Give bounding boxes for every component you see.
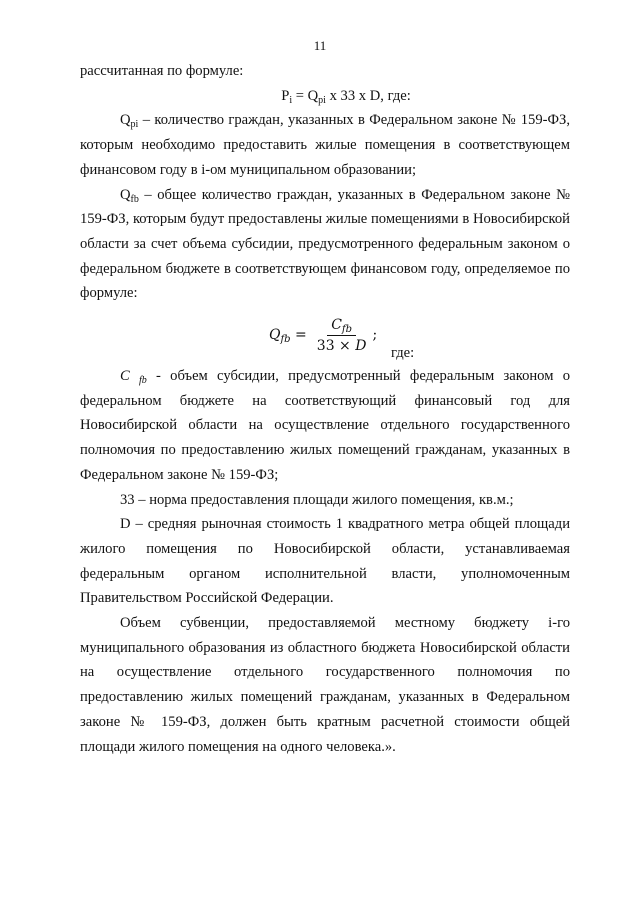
definition-d: D – средняя рыночная стоимость 1 квадратного метра общей площади жилого помещения по Новосибирской области, устанавливаемая федеральным органом исполнительной власти, уполномоченным Правительством Российской Федерации. <box>80 516 570 607</box>
formula-pi-equals-q: = Q <box>292 87 319 104</box>
definition-33: 33 – норма предоставления площади жилого помещения, кв.м.; <box>120 491 514 508</box>
formula-qfb-lhs-symbol: Q <box>269 327 281 344</box>
page-number: 11 <box>313 38 327 53</box>
numerator-symbol: C <box>331 317 342 334</box>
intro-line: рассчитанная по формуле: <box>80 63 244 79</box>
formula-qfb-equals: = <box>290 327 307 344</box>
formula-pi-subscript: i <box>289 94 293 106</box>
formula-qfb-lhs-subscript: fb <box>280 334 291 346</box>
qfb-symbol: Q <box>120 186 131 203</box>
qpi-text: – количество граждан, указанных в Федеральном законе № 159-ФЗ, которым необходимо предоставить жилые помещения в соответствующем финансовом году в i-ом муниципальном образовании; <box>80 112 570 178</box>
fraction-denominator <box>313 336 371 355</box>
formula-qfb <box>80 306 570 364</box>
formula-qfb-where: где: <box>391 345 415 362</box>
qpi-subscript: pi <box>130 119 139 131</box>
qfb-subscript: fb <box>130 193 139 205</box>
definition-cfb <box>80 364 570 488</box>
denominator-variable: D <box>355 338 367 355</box>
numerator-subscript: fb <box>341 324 353 336</box>
formula-pi-symbol: P <box>281 87 290 104</box>
formula-qpi-subscript: pi <box>318 94 326 106</box>
cfb-subscript: fb <box>139 375 147 387</box>
cfb-text: - объем субсидии, предусмотренный федеральным законом о федеральном бюджете на соответствующий финансовый год для Новосибирской области на осуществление отдельного государственного полномочия по предоставлению жилых помещений гражданам, указанных в Федеральном законе № 159-ФЗ; <box>80 368 570 483</box>
definition-qpi <box>80 108 570 182</box>
formula-pi <box>80 84 570 109</box>
qpi-symbol: Q <box>120 112 131 129</box>
qfb-text: – общее количество граждан, указанных в Федеральном законе № 159-ФЗ, которым будут предоставлены жилые помещениями в Новосибирской области за счет объема субсидии, предусмотренного федеральным законом о федеральном бюджете в соответствующем финансовом году, определяемое по формуле: <box>80 186 570 302</box>
formula-qfb-fraction <box>313 316 371 355</box>
denominator-prefix: 33 × <box>316 338 356 355</box>
fraction-numerator <box>327 316 356 336</box>
formula-pi-rest: x 33 x D, где: <box>325 87 411 104</box>
formula-qfb-lhs <box>269 323 307 348</box>
final-paragraph: Объем субвенции, предоставляемой местному бюджету i-го муниципального образования из областного бюджета Новосибирской области на осуществление отдельного государственного полномочия по предоставлению жилых помещений гражданам, указанных в Федеральном законе № 159-ФЗ, должен быть кратным расчетной стоимости общей площади жилого помещения на одного человека.». <box>80 615 570 755</box>
formula-qfb-expression <box>269 316 377 355</box>
document-body <box>80 59 570 759</box>
definition-qfb <box>80 183 570 307</box>
cfb-symbol: C <box>120 368 130 385</box>
formula-qfb-semicolon: ; <box>372 327 378 344</box>
